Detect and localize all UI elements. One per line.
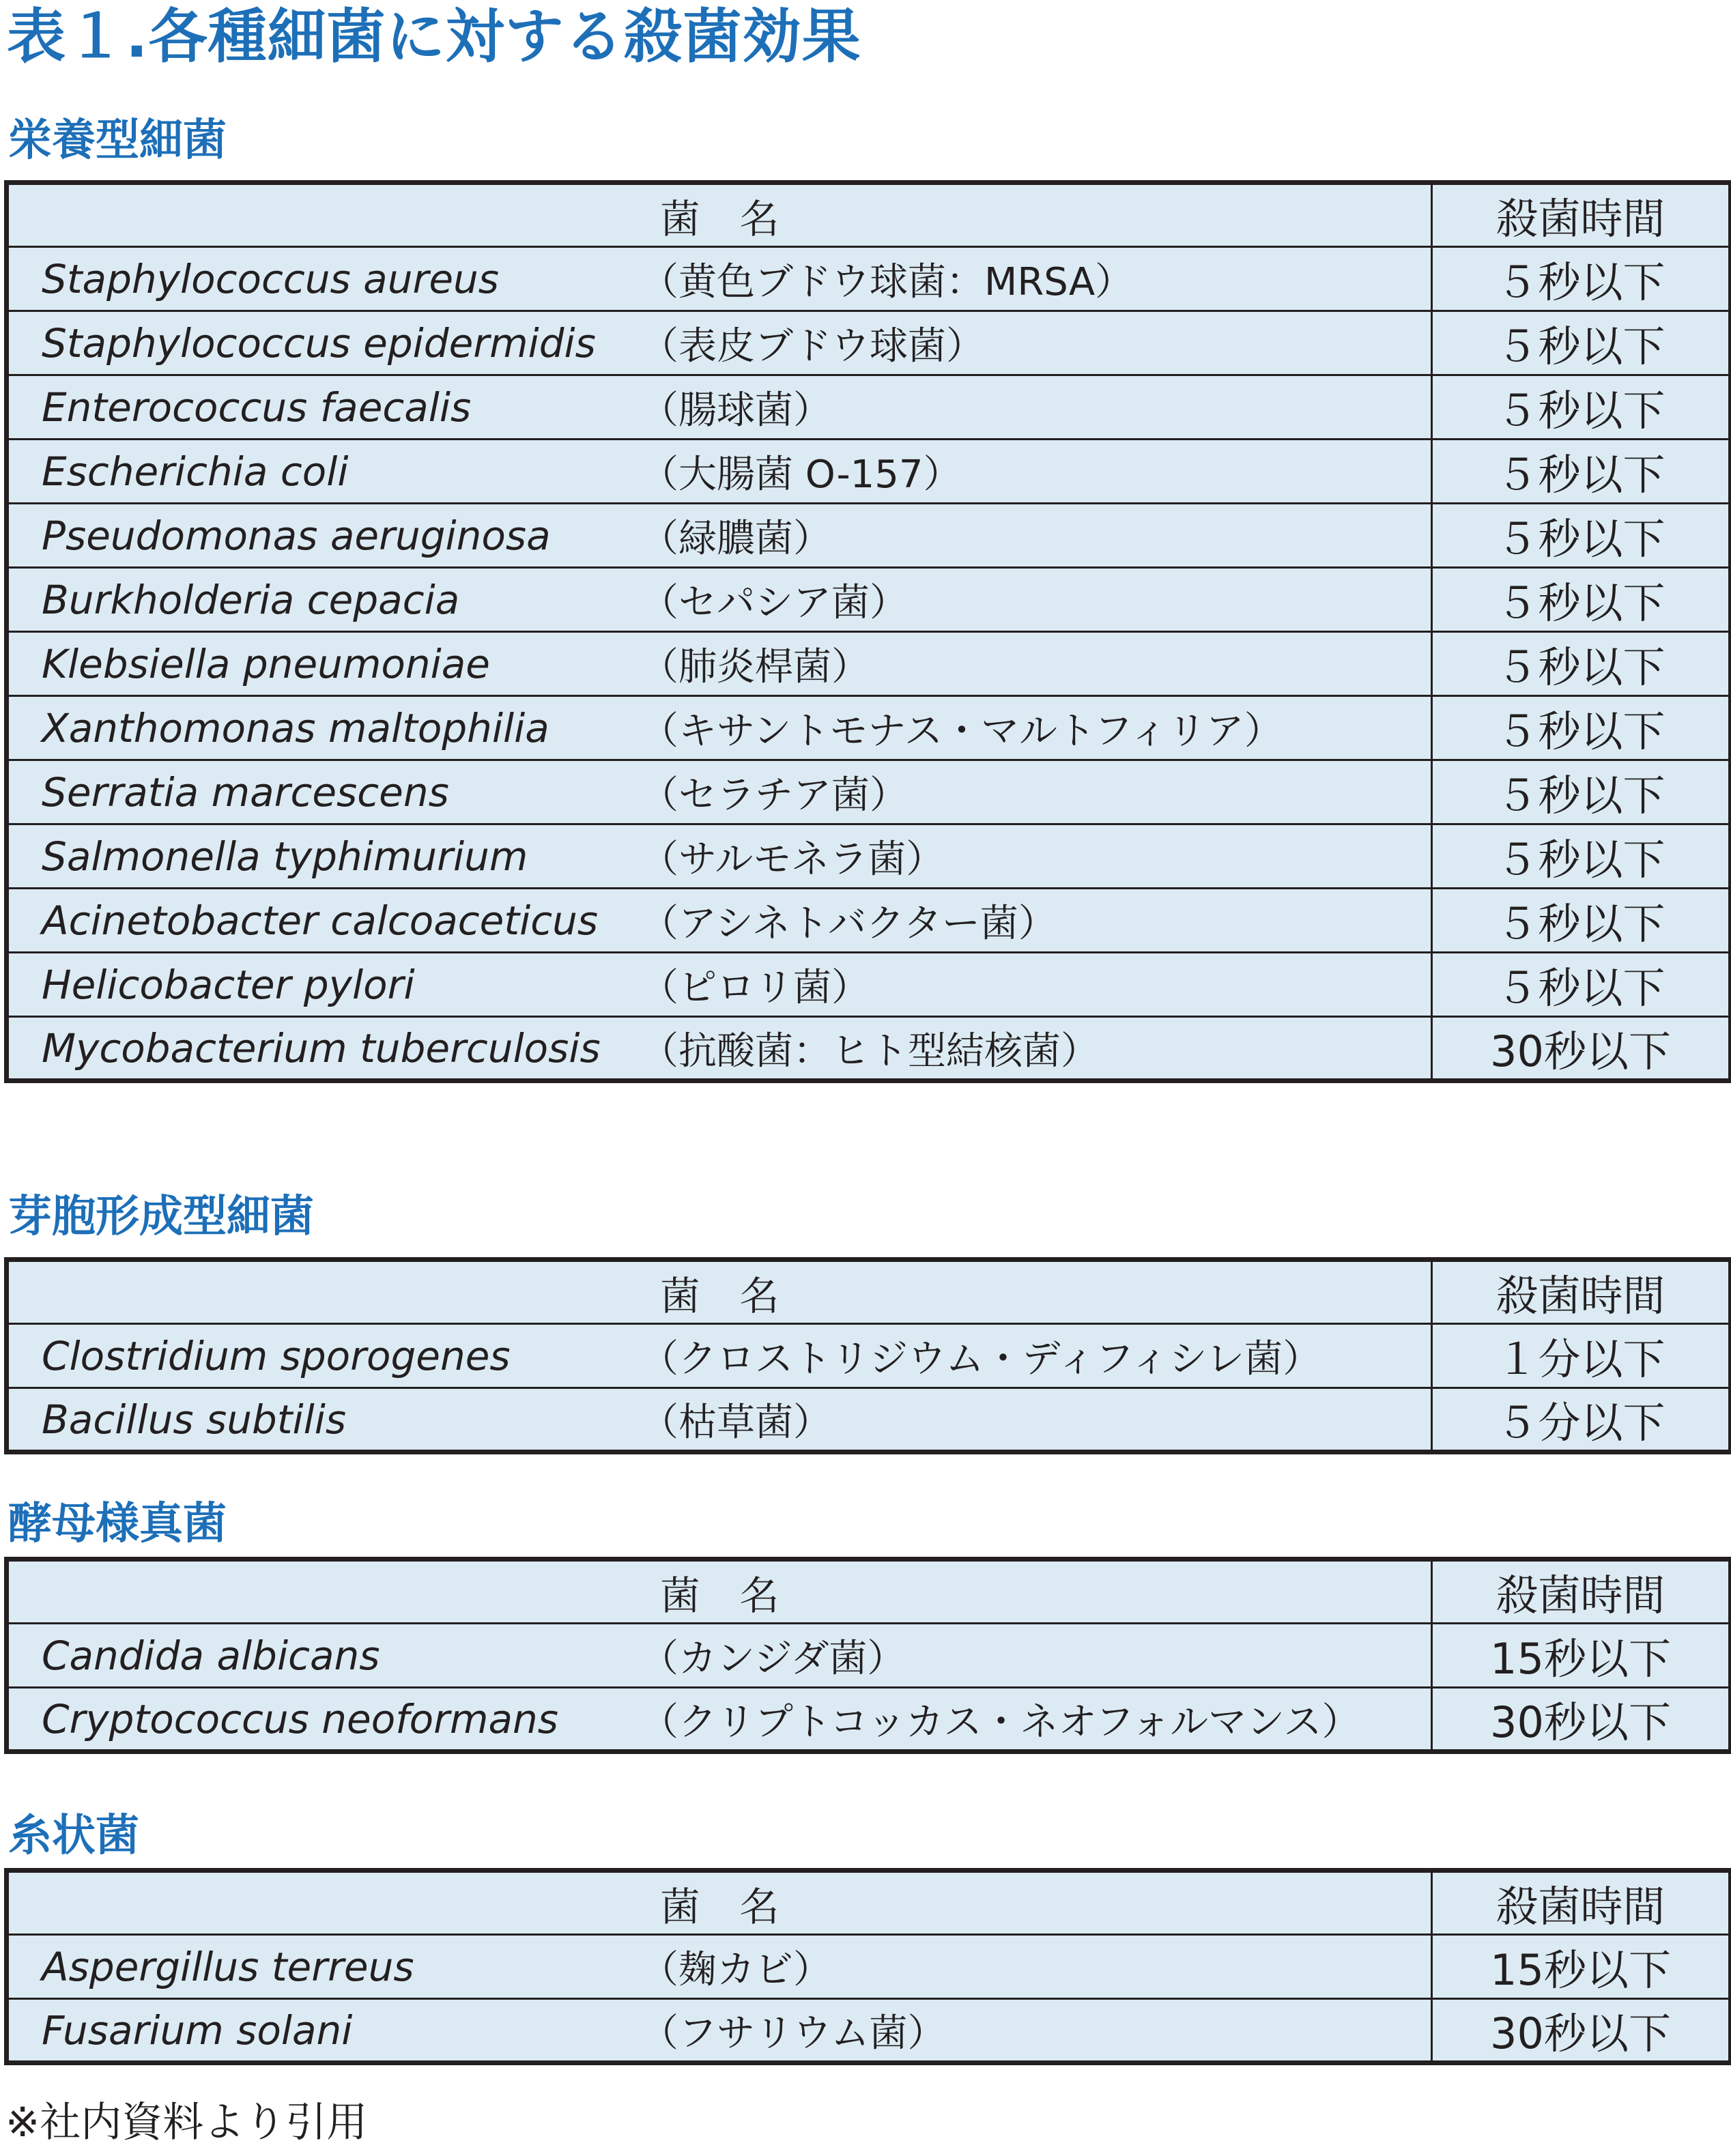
scientific-name: Burkholderia cepacia — [42, 576, 460, 623]
japanese-name: （枯草菌） — [640, 1400, 831, 1445]
sterilization-time: ５秒以下 — [1432, 375, 1731, 440]
scientific-name: Salmonella typhimurium — [42, 833, 528, 880]
scientific-name: Cryptococcus neoformans — [42, 1695, 558, 1742]
table-row — [7, 311, 1731, 375]
japanese-name: （抗酸菌：ヒト型結核菌） — [640, 1029, 1099, 1074]
page-title: 表１.各種細菌に対する殺菌効果 — [7, 3, 861, 71]
table-header-row — [7, 1871, 1731, 1935]
table-row — [7, 760, 1731, 824]
scientific-name: Mycobacterium tuberculosis — [42, 1024, 601, 1072]
japanese-name: （大腸菌 O-157） — [640, 452, 962, 497]
table-row — [7, 1388, 1731, 1452]
section-title-vegetative: 栄養型細菌 — [8, 115, 227, 166]
japanese-name: （キサントモナス・マルトフィリア） — [640, 708, 1283, 753]
table-row — [7, 824, 1731, 889]
header-bacteria-name: 菌 名 — [7, 1260, 1432, 1324]
table-row — [7, 632, 1731, 696]
table-row — [7, 1624, 1731, 1688]
japanese-name: （肺炎桿菌） — [640, 644, 870, 689]
header-sterilization-time: 殺菌時間 — [1432, 183, 1731, 247]
section-title-yeast: 酵母様真菌 — [8, 1499, 227, 1549]
japanese-name: （フサリウム菌） — [640, 2011, 946, 2056]
sterilization-time: １分以下 — [1432, 1324, 1731, 1388]
table-row — [7, 504, 1731, 568]
table-spore-forming-bacteria — [4, 1257, 1731, 1454]
japanese-name: （腸球菌） — [640, 388, 831, 433]
japanese-name: （アシネトバクター菌） — [640, 901, 1057, 946]
scientific-name: Helicobacter pylori — [42, 961, 415, 1008]
japanese-name: （黄色ブドウ球菌：MRSA） — [640, 259, 1134, 304]
sterilization-time: 30秒以下 — [1432, 1017, 1731, 1081]
scientific-name: Aspergillus terreus — [42, 1943, 414, 1990]
table-row — [7, 1688, 1731, 1752]
header-bacteria-name: 菌 名 — [7, 1871, 1432, 1935]
scientific-name: Escherichia coli — [42, 448, 349, 495]
sterilization-time: ５秒以下 — [1432, 760, 1731, 824]
scientific-name: Fusarium solani — [42, 2007, 353, 2054]
japanese-name: （麹カビ） — [640, 1947, 831, 1992]
table-row — [7, 247, 1731, 311]
table-header-row — [7, 183, 1731, 247]
sterilization-time: ５秒以下 — [1432, 247, 1731, 311]
header-bacteria-name: 菌 名 — [7, 183, 1432, 247]
sterilization-time: 30秒以下 — [1432, 1999, 1731, 2063]
japanese-name: （セラチア菌） — [640, 773, 908, 818]
japanese-name: （クリプトコッカス・ネオフォルマンス） — [640, 1699, 1360, 1744]
table-row — [7, 953, 1731, 1017]
japanese-name: （表皮ブドウ球菌） — [640, 324, 984, 369]
scientific-name: Acinetobacter calcoaceticus — [42, 897, 599, 944]
table-header-row — [7, 1559, 1731, 1624]
scientific-name: Bacillus subtilis — [42, 1396, 347, 1443]
scientific-name: Pseudomonas aeruginosa — [42, 512, 551, 559]
table-row — [7, 889, 1731, 953]
sterilization-time: 15秒以下 — [1432, 1935, 1731, 1999]
table-row — [7, 440, 1731, 504]
table-row — [7, 568, 1731, 632]
scientific-name: Clostridium sporogenes — [42, 1332, 511, 1379]
table-row — [7, 1935, 1731, 1999]
japanese-name: （サルモネラ菌） — [640, 837, 945, 882]
sterilization-time: 30秒以下 — [1432, 1688, 1731, 1752]
table-vegetative-bacteria — [4, 180, 1731, 1083]
table-yeast-fungi — [4, 1557, 1731, 1754]
table-row — [7, 1017, 1731, 1081]
table-row — [7, 1324, 1731, 1388]
section-title-filamentous: 糸状菌 — [8, 1811, 139, 1861]
sterilization-time: ５秒以下 — [1432, 889, 1731, 953]
sterilization-time: ５秒以下 — [1432, 632, 1731, 696]
scientific-name: Staphylococcus aureus — [42, 255, 499, 302]
sterilization-time: ５秒以下 — [1432, 953, 1731, 1017]
header-sterilization-time: 殺菌時間 — [1432, 1559, 1731, 1624]
scientific-name: Enterococcus faecalis — [42, 384, 472, 431]
table-row — [7, 1999, 1731, 2063]
japanese-name: （セパシア菌） — [640, 580, 908, 625]
sterilization-time: ５秒以下 — [1432, 440, 1731, 504]
header-sterilization-time: 殺菌時間 — [1432, 1260, 1731, 1324]
sterilization-time: ５分以下 — [1432, 1388, 1731, 1452]
japanese-name: （クロストリジウム・ディフィシレ菌） — [640, 1336, 1321, 1381]
source-note: ※社内資料より引用 — [5, 2099, 368, 2146]
sterilization-time: ５秒以下 — [1432, 696, 1731, 760]
table-filamentous-fungi — [4, 1868, 1731, 2065]
scientific-name: Candida albicans — [42, 1632, 380, 1679]
sterilization-time: ５秒以下 — [1432, 824, 1731, 889]
sterilization-time: ５秒以下 — [1432, 311, 1731, 375]
scientific-name: Serratia marcescens — [42, 768, 449, 816]
sterilization-time: ５秒以下 — [1432, 568, 1731, 632]
japanese-name: （緑膿菌） — [640, 516, 831, 561]
table-row — [7, 696, 1731, 760]
header-sterilization-time: 殺菌時間 — [1432, 1871, 1731, 1935]
sterilization-time: 15秒以下 — [1432, 1624, 1731, 1688]
table-header-row — [7, 1260, 1731, 1324]
section-title-spore-forming: 芽胞形成型細菌 — [8, 1192, 314, 1242]
sterilization-time: ５秒以下 — [1432, 504, 1731, 568]
header-bacteria-name: 菌 名 — [7, 1559, 1432, 1624]
scientific-name: Staphylococcus epidermidis — [42, 319, 596, 366]
scientific-name: Klebsiella pneumoniae — [42, 640, 490, 687]
scientific-name: Xanthomonas maltophilia — [42, 704, 549, 751]
table-row — [7, 375, 1731, 440]
japanese-name: （ピロリ菌） — [640, 965, 870, 1010]
japanese-name: （カンジダ菌） — [640, 1636, 906, 1681]
